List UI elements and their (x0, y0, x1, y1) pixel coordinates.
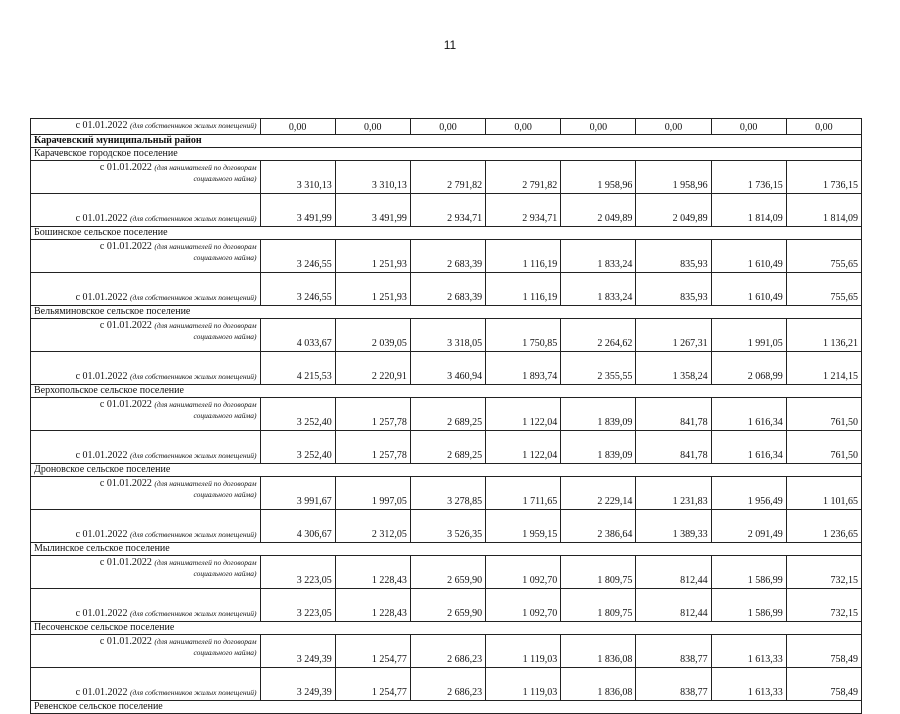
tariff-value: 1 613,33 (711, 668, 786, 701)
settlement-row (31, 622, 862, 635)
tariff-value: 4 306,67 (260, 510, 335, 543)
tariff-value: 1 254,77 (335, 668, 410, 701)
tariff-value: 1 092,70 (486, 556, 561, 589)
tariff-value: 1 228,43 (335, 589, 410, 622)
settlement-row (31, 464, 862, 477)
tariff-value: 3 491,99 (260, 194, 335, 227)
tariff-value: 755,65 (786, 273, 861, 306)
date-label: с 01.01.2022 (99, 162, 152, 173)
owner-note: (для собственников жилых помещений) (130, 293, 257, 302)
tariff-value: 1 586,99 (711, 556, 786, 589)
date-label: с 01.01.2022 (75, 213, 128, 224)
tariff-value: 1 231,83 (636, 477, 711, 510)
tenant-note-cont: социального найма) (193, 253, 257, 262)
owner-note: (для собственников жилых помещений) (130, 121, 257, 130)
tariff-value: 1 610,49 (711, 273, 786, 306)
tenant-note-cont: социального найма) (193, 332, 257, 341)
tariff-value: 1 101,65 (786, 477, 861, 510)
tariff-value: 1 236,65 (786, 510, 861, 543)
settlement-name: Ревенское сельское поселение (31, 701, 862, 714)
tariff-value: 0,00 (260, 119, 335, 135)
owner-row-label (31, 589, 261, 622)
tariff-value: 1 809,75 (561, 589, 636, 622)
tariff-value: 2 264,62 (561, 319, 636, 352)
tariff-value: 1 257,78 (335, 431, 410, 464)
tariff-value: 1 267,31 (636, 319, 711, 352)
tenant-tariff-row (31, 556, 862, 589)
tariff-value: 1 122,04 (486, 431, 561, 464)
date-label: с 01.01.2022 (75, 450, 128, 461)
tariff-value: 3 526,35 (410, 510, 485, 543)
date-label: с 01.01.2022 (75, 120, 128, 131)
tenant-row-label (31, 556, 261, 589)
tariff-value: 2 689,25 (410, 398, 485, 431)
tariff-value: 1 358,24 (636, 352, 711, 385)
tariff-value: 3 278,85 (410, 477, 485, 510)
tenant-note-cont: социального найма) (193, 569, 257, 578)
tariff-value: 1 122,04 (486, 398, 561, 431)
tenant-note-cont: социального найма) (193, 411, 257, 420)
tariff-value: 1 836,08 (561, 635, 636, 668)
tariff-value: 1 616,34 (711, 431, 786, 464)
settlement-name: Мылинское сельское поселение (31, 543, 862, 556)
tariff-value: 0,00 (486, 119, 561, 135)
tariff-value: 2 934,71 (410, 194, 485, 227)
tenant-tariff-row (31, 635, 862, 668)
owner-note: (для собственников жилых помещений) (130, 214, 257, 223)
district-row (31, 135, 862, 148)
tariff-value: 2 659,90 (410, 556, 485, 589)
tariff-value: 3 491,99 (335, 194, 410, 227)
tariff-table (30, 118, 862, 714)
settlement-name: Бошинское сельское поселение (31, 227, 862, 240)
tariff-value: 1 092,70 (486, 589, 561, 622)
owner-note: (для собственников жилых помещений) (130, 530, 257, 539)
tenant-row-label (31, 398, 261, 431)
owner-row-label (31, 431, 261, 464)
tariff-value: 841,78 (636, 398, 711, 431)
date-label: с 01.01.2022 (99, 399, 152, 410)
owner-note: (для собственников жилых помещений) (130, 688, 257, 697)
tariff-value: 0,00 (786, 119, 861, 135)
owner-tariff-row (31, 668, 862, 701)
settlement-name: Песоченское сельское поселение (31, 622, 862, 635)
tariff-value: 3 246,55 (260, 273, 335, 306)
tariff-value: 3 310,13 (260, 161, 335, 194)
tariff-value: 3 223,05 (260, 589, 335, 622)
tariff-value: 1 116,19 (486, 273, 561, 306)
owner-tariff-row (31, 119, 862, 135)
tariff-value: 812,44 (636, 589, 711, 622)
settlement-row (31, 227, 862, 240)
tariff-value: 838,77 (636, 668, 711, 701)
settlement-row (31, 543, 862, 556)
tariff-value: 1 814,09 (711, 194, 786, 227)
tariff-value: 1 958,96 (636, 161, 711, 194)
tariff-value: 0,00 (636, 119, 711, 135)
tariff-value: 3 991,67 (260, 477, 335, 510)
tariff-value: 1 586,99 (711, 589, 786, 622)
tariff-value: 2 659,90 (410, 589, 485, 622)
tariff-value: 1 251,93 (335, 273, 410, 306)
tenant-note-cont: социального найма) (193, 490, 257, 499)
tariff-value: 4 215,53 (260, 352, 335, 385)
tariff-value: 2 686,23 (410, 668, 485, 701)
date-label: с 01.01.2022 (99, 241, 152, 252)
owner-tariff-row (31, 431, 862, 464)
tariff-value: 2 355,55 (561, 352, 636, 385)
owner-note: (для собственников жилых помещений) (130, 609, 257, 618)
settlement-name: Вельяминовское сельское поселение (31, 306, 862, 319)
tariff-value: 1 833,24 (561, 240, 636, 273)
tariff-value: 1 711,65 (486, 477, 561, 510)
tariff-value: 1 839,09 (561, 431, 636, 464)
tariff-value: 2 068,99 (711, 352, 786, 385)
tariff-value: 732,15 (786, 556, 861, 589)
tariff-value: 841,78 (636, 431, 711, 464)
settlement-name: Верхопольское сельское поселение (31, 385, 862, 398)
tariff-value: 1 214,15 (786, 352, 861, 385)
tariff-value: 1 893,74 (486, 352, 561, 385)
tenant-note: (для нанимателей по договорам (154, 558, 257, 567)
tenant-note: (для нанимателей по договорам (154, 321, 257, 330)
tariff-value: 3 249,39 (260, 668, 335, 701)
tariff-value: 1 839,09 (561, 398, 636, 431)
tariff-value: 838,77 (636, 635, 711, 668)
settlement-row (31, 701, 862, 714)
owner-row-label (31, 668, 261, 701)
tariff-value: 732,15 (786, 589, 861, 622)
tariff-value: 758,49 (786, 668, 861, 701)
settlement-row (31, 385, 862, 398)
tariff-value: 1 736,15 (786, 161, 861, 194)
date-label: с 01.01.2022 (99, 636, 152, 647)
tariff-value: 2 686,23 (410, 635, 485, 668)
owner-tariff-row (31, 273, 862, 306)
tariff-value: 2 091,49 (711, 510, 786, 543)
tariff-value: 4 033,67 (260, 319, 335, 352)
tenant-tariff-row (31, 477, 862, 510)
settlement-row (31, 148, 862, 161)
tariff-value: 3 310,13 (335, 161, 410, 194)
tariff-value: 3 460,94 (410, 352, 485, 385)
tenant-note: (для нанимателей по договорам (154, 163, 257, 172)
tenant-row-label (31, 240, 261, 273)
date-label: с 01.01.2022 (75, 292, 128, 303)
tariff-value: 2 791,82 (486, 161, 561, 194)
tariff-value: 835,93 (636, 273, 711, 306)
owner-row-label (31, 273, 261, 306)
settlement-name: Дроновское сельское поселение (31, 464, 862, 477)
tariff-value: 2 312,05 (335, 510, 410, 543)
tenant-tariff-row (31, 240, 862, 273)
tenant-tariff-row (31, 319, 862, 352)
tariff-value: 1 389,33 (636, 510, 711, 543)
tariff-value: 3 223,05 (260, 556, 335, 589)
date-label: с 01.01.2022 (75, 687, 128, 698)
owner-tariff-row (31, 194, 862, 227)
tariff-value: 3 246,55 (260, 240, 335, 273)
tariff-value: 1 809,75 (561, 556, 636, 589)
tariff-value: 2 934,71 (486, 194, 561, 227)
settlement-name: Карачевское городское поселение (31, 148, 862, 161)
tariff-value: 1 613,33 (711, 635, 786, 668)
owner-note: (для собственников жилых помещений) (130, 372, 257, 381)
tariff-value: 1 833,24 (561, 273, 636, 306)
tariff-value: 1 119,03 (486, 635, 561, 668)
tariff-value: 1 750,85 (486, 319, 561, 352)
tariff-value: 2 229,14 (561, 477, 636, 510)
tenant-note: (для нанимателей по договорам (154, 242, 257, 251)
tariff-value: 2 220,91 (335, 352, 410, 385)
tariff-value: 1 136,21 (786, 319, 861, 352)
tariff-value: 1 997,05 (335, 477, 410, 510)
owner-row-label (31, 352, 261, 385)
tariff-value: 2 791,82 (410, 161, 485, 194)
tariff-value: 812,44 (636, 556, 711, 589)
tariff-value: 2 683,39 (410, 240, 485, 273)
owner-tariff-row (31, 510, 862, 543)
tariff-value: 1 956,49 (711, 477, 786, 510)
tariff-value: 3 252,40 (260, 398, 335, 431)
tariff-value: 3 318,05 (410, 319, 485, 352)
settlement-row (31, 306, 862, 319)
tenant-row-label (31, 161, 261, 194)
tariff-value: 0,00 (335, 119, 410, 135)
tariff-value: 0,00 (410, 119, 485, 135)
tariff-value: 2 386,64 (561, 510, 636, 543)
tenant-tariff-row (31, 398, 862, 431)
tariff-value: 1 958,96 (561, 161, 636, 194)
tariff-value: 1 616,34 (711, 398, 786, 431)
date-label: с 01.01.2022 (75, 371, 128, 382)
tenant-note-cont: социального найма) (193, 174, 257, 183)
tariff-value: 0,00 (561, 119, 636, 135)
tariff-value: 0,00 (711, 119, 786, 135)
tariff-value: 1 814,09 (786, 194, 861, 227)
tariff-value: 755,65 (786, 240, 861, 273)
tenant-note: (для нанимателей по договорам (154, 637, 257, 646)
tariff-value: 1 959,15 (486, 510, 561, 543)
date-label: с 01.01.2022 (99, 320, 152, 331)
owner-note: (для собственников жилых помещений) (130, 451, 257, 460)
tariff-value: 1 610,49 (711, 240, 786, 273)
date-label: с 01.01.2022 (99, 478, 152, 489)
date-label: с 01.01.2022 (99, 557, 152, 568)
tenant-row-label (31, 319, 261, 352)
tariff-value: 1 257,78 (335, 398, 410, 431)
tariff-value: 1 991,05 (711, 319, 786, 352)
tenant-row-label (31, 635, 261, 668)
owner-tariff-row (31, 352, 862, 385)
tariff-value: 1 251,93 (335, 240, 410, 273)
tariff-value: 1 736,15 (711, 161, 786, 194)
district-name: Карачевский муниципальный район (31, 135, 862, 148)
tariff-value: 1 836,08 (561, 668, 636, 701)
tariff-value: 2 683,39 (410, 273, 485, 306)
owner-row-label (31, 194, 261, 227)
tariff-value: 2 689,25 (410, 431, 485, 464)
tariff-value: 3 252,40 (260, 431, 335, 464)
tariff-value: 1 228,43 (335, 556, 410, 589)
tariff-value: 3 249,39 (260, 635, 335, 668)
tariff-value: 761,50 (786, 398, 861, 431)
tariff-value: 1 119,03 (486, 668, 561, 701)
tenant-row-label (31, 477, 261, 510)
tariff-value: 2 049,89 (636, 194, 711, 227)
owner-row-label (31, 510, 261, 543)
page-number: 11 (443, 38, 457, 52)
date-label: с 01.01.2022 (75, 529, 128, 540)
tenant-note: (для нанимателей по договорам (154, 479, 257, 488)
tariff-value: 761,50 (786, 431, 861, 464)
tariff-value: 1 254,77 (335, 635, 410, 668)
owner-row-label (31, 119, 261, 135)
tenant-note: (для нанимателей по договорам (154, 400, 257, 409)
tariff-value: 835,93 (636, 240, 711, 273)
date-label: с 01.01.2022 (75, 608, 128, 619)
tariff-value: 758,49 (786, 635, 861, 668)
tariff-value: 1 116,19 (486, 240, 561, 273)
tariff-value: 2 039,05 (335, 319, 410, 352)
tariff-value: 2 049,89 (561, 194, 636, 227)
owner-tariff-row (31, 589, 862, 622)
tenant-note-cont: социального найма) (193, 648, 257, 657)
tenant-tariff-row (31, 161, 862, 194)
